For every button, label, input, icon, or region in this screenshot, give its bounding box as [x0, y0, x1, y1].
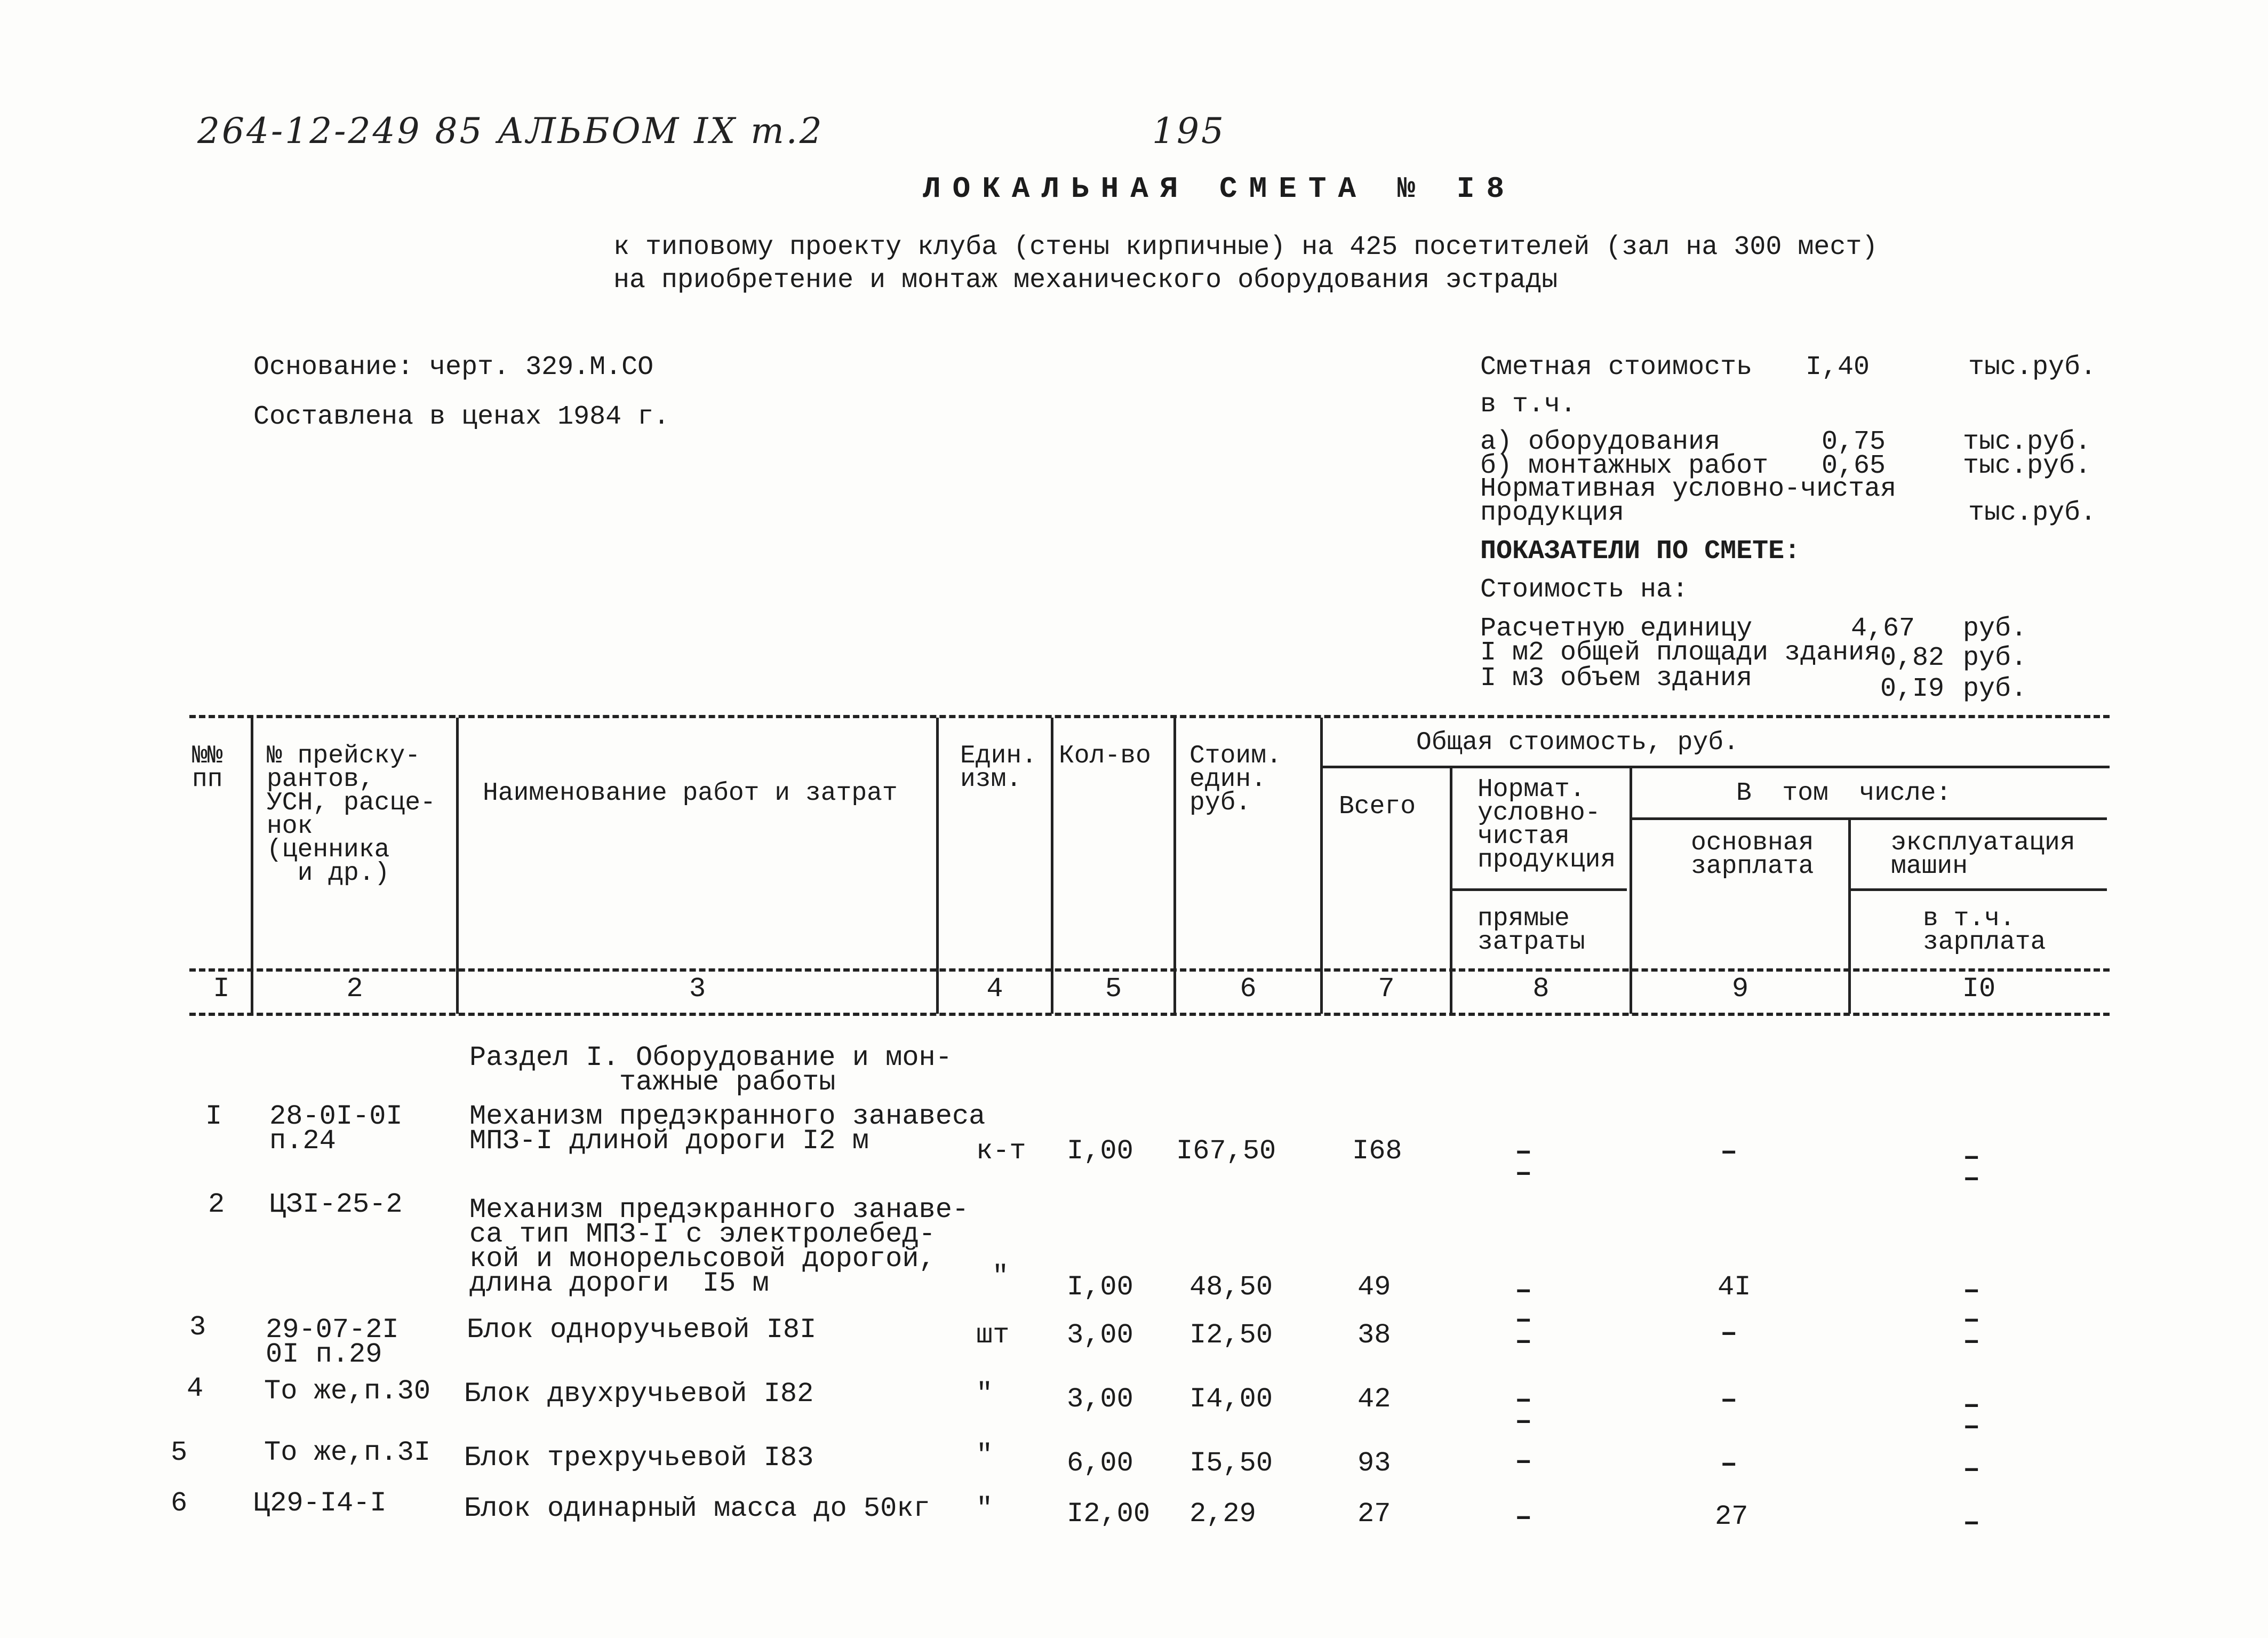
row-unit: шт	[976, 1319, 1010, 1351]
normative-label-1: Нормативная условно-чистая	[1480, 474, 1897, 504]
row-code: То же,п.3I	[264, 1437, 431, 1468]
subtitle-line-2: на приобретение и монтаж механического оборудования эстрады	[613, 265, 1558, 296]
row-qty: I,00	[1067, 1135, 1133, 1167]
row-col8: – –	[1515, 1304, 1532, 1358]
header-col8-bottom: прямые затраты	[1478, 904, 1585, 957]
header-col10-top: эксплуатация машин	[1891, 829, 2075, 881]
col8-split-rule	[1451, 888, 1627, 891]
section-title: Раздел I. Оборудование и мон- тажные работы	[469, 1042, 952, 1098]
column-number-6: 6	[1240, 973, 1257, 1005]
estimated-cost-label: Сметная стоимость	[1480, 352, 1753, 383]
row-unit: "	[976, 1378, 993, 1410]
row-col9: –	[1720, 1136, 1738, 1168]
header-col10-bottom: в т.ч. зарплата	[1923, 904, 2046, 957]
row-col9: 27	[1715, 1501, 1748, 1532]
equipment-unit: тыс.руб.	[1963, 427, 2091, 457]
col-divider-5	[1173, 718, 1176, 1014]
row-col8: –	[1515, 1445, 1532, 1478]
row-number: I	[205, 1101, 222, 1132]
m3-label: I м3 объем здания	[1480, 663, 1753, 694]
row-name: Блок одноручьевой I8I	[467, 1314, 817, 1346]
row-code: ЦЗI-25-2	[269, 1189, 403, 1220]
document-title: ЛОКАЛЬНАЯ СМЕТА № I8	[923, 172, 1516, 206]
normative-unit: тыс.руб.	[1968, 498, 2097, 528]
column-number-2: 2	[346, 973, 363, 1005]
col10-split-rule	[1851, 888, 2107, 891]
column-number-8: 8	[1532, 973, 1550, 1005]
m3-unit: руб.	[1963, 674, 2027, 704]
row-unit: "	[976, 1493, 993, 1524]
col-divider-3	[936, 718, 939, 1014]
column-numbers-rule	[189, 1013, 2110, 1016]
m2-value: 0,82	[1880, 643, 1945, 673]
column-number-5: 5	[1105, 973, 1122, 1005]
row-col8: – –	[1515, 1384, 1532, 1438]
row-col9: –	[1720, 1448, 1738, 1481]
row-price: 48,50	[1189, 1271, 1273, 1303]
row-total: 49	[1357, 1271, 1391, 1303]
prices-text: Составлена в ценах 1984 г.	[253, 402, 670, 432]
row-price: 2,29	[1189, 1498, 1256, 1530]
header-col4: Един. изм.	[960, 742, 1037, 794]
header-col5: Кол-во	[1059, 742, 1151, 770]
including-rule	[1632, 817, 2107, 820]
header-total-cost: Общая стоимость, руб.	[1416, 728, 1739, 757]
row-col9: –	[1720, 1384, 1738, 1417]
m2-unit: руб.	[1963, 643, 2027, 673]
row-col10: – –	[1963, 1389, 1980, 1443]
column-number-9: 9	[1731, 973, 1749, 1005]
row-col10: –	[1963, 1453, 1980, 1486]
col-divider-4	[1051, 718, 1053, 1014]
row-code: 28-0I-0I п.24	[269, 1101, 403, 1157]
estimated-cost-unit: тыс.руб.	[1968, 352, 2097, 383]
header-col2: № прейску- рантов, УСН, расце- нок (ценника и др.)	[267, 742, 436, 888]
row-price: I2,50	[1189, 1319, 1273, 1351]
row-col8: –	[1515, 1275, 1532, 1307]
col-divider-1	[251, 718, 253, 1014]
header-col7: Всего	[1339, 792, 1416, 821]
row-col8: – –	[1515, 1136, 1532, 1190]
row-unit: "	[992, 1261, 1009, 1292]
indicators-title: ПОКАЗАТЕЛИ ПО СМЕТЕ:	[1480, 536, 1801, 567]
row-number: 6	[171, 1488, 188, 1519]
row-unit: к-т	[976, 1135, 1026, 1167]
col-divider-6	[1320, 718, 1323, 1014]
install-unit: тыс.руб.	[1963, 451, 2091, 481]
row-price: I4,00	[1189, 1383, 1273, 1415]
row-code: То же,п.30	[264, 1375, 431, 1407]
row-col10: – –	[1963, 1141, 1980, 1195]
row-col10: –	[1963, 1507, 1980, 1539]
column-number-7: 7	[1378, 973, 1395, 1005]
header-col1: №№ пп	[192, 742, 223, 794]
row-unit: "	[976, 1440, 993, 1471]
row-number: 3	[189, 1311, 206, 1343]
row-number: 2	[208, 1189, 225, 1220]
row-qty: I2,00	[1067, 1498, 1151, 1530]
cost-per-label: Стоимость на:	[1480, 575, 1689, 605]
subtitle-line-1: к типовому проекту клуба (стены кирпичные) на 425 посетителей (зал на 300 мест)	[613, 232, 1878, 263]
including-label: в т.ч.	[1480, 389, 1577, 420]
row-number: 5	[171, 1437, 188, 1468]
row-col9: –	[1720, 1317, 1738, 1350]
row-total: 42	[1357, 1383, 1391, 1415]
row-qty: 3,00	[1067, 1319, 1133, 1351]
row-number: 4	[187, 1373, 204, 1404]
row-col10: –	[1963, 1275, 1980, 1307]
row-name: Блок двухручьевой I82	[464, 1378, 814, 1410]
handwritten-document-code: 264-12-249 85 АЛЬБОМ IX т.2	[197, 110, 824, 152]
calc-unit-value: 4,67	[1851, 614, 1915, 644]
m3-value: 0,I9	[1880, 674, 1945, 704]
column-number-4: 4	[986, 973, 1003, 1005]
install-value: 0,65	[1822, 451, 1886, 481]
header-including: В том числе:	[1736, 779, 1952, 808]
row-code: 29-07-2I 0I п.29	[266, 1314, 399, 1370]
row-price: I67,50	[1176, 1135, 1276, 1167]
row-total: 27	[1357, 1498, 1391, 1530]
column-number-3: 3	[689, 973, 706, 1005]
normative-label-2: продукция	[1480, 498, 1625, 528]
column-number-10: I0	[1962, 973, 1996, 1005]
col-divider-2	[456, 718, 459, 1014]
header-col9: основная зарплата	[1691, 829, 1814, 881]
equipment-label: а) оборудования	[1480, 427, 1721, 457]
install-label: б) монтажных работ	[1480, 451, 1769, 481]
total-cost-rule	[1320, 766, 2110, 768]
row-total: 38	[1357, 1319, 1391, 1351]
row-col10: – –	[1963, 1304, 1980, 1358]
row-col8: –	[1515, 1501, 1532, 1534]
header-bottom-rule	[189, 968, 2110, 972]
header-col8-top: Нормат. условно- чистая продукция	[1478, 775, 1616, 874]
column-number-1: I	[213, 973, 230, 1005]
row-qty: 6,00	[1067, 1448, 1133, 1479]
row-total: I68	[1352, 1135, 1402, 1167]
page-number: 195	[1152, 110, 1226, 152]
m2-label: I м2 общей площади здания	[1480, 638, 1881, 668]
row-qty: I,00	[1067, 1271, 1133, 1303]
row-price: I5,50	[1189, 1448, 1273, 1479]
header-col6: Стоим. един. руб.	[1189, 742, 1282, 817]
row-name: Блок одинарный масса до 50кг	[464, 1493, 930, 1524]
basis-text: Основание: черт. 329.М.СО	[253, 352, 654, 383]
row-name: Механизм предэкранного занавеса МПЗ-I длиной дороги I2 м	[469, 1101, 986, 1157]
row-col9: 4I	[1718, 1271, 1751, 1303]
calc-unit-label: Расчетную единицу	[1480, 614, 1753, 644]
row-code: Ц29-I4-I	[253, 1488, 387, 1519]
table-top-rule	[189, 715, 2110, 718]
row-name: Механизм предэкранного занаве- са тип МПЗ-I с электролебед- кой и монорельсовой дорогой, длина дороги I5 м	[469, 1194, 969, 1299]
calc-unit-unit: руб.	[1963, 614, 2027, 644]
estimated-cost-value: I,40	[1806, 352, 1870, 383]
row-qty: 3,00	[1067, 1383, 1133, 1415]
header-col3: Наименование работ и затрат	[483, 779, 898, 808]
row-name: Блок трехручьевой I83	[464, 1442, 814, 1474]
equipment-value: 0,75	[1822, 427, 1886, 457]
row-total: 93	[1357, 1448, 1391, 1479]
